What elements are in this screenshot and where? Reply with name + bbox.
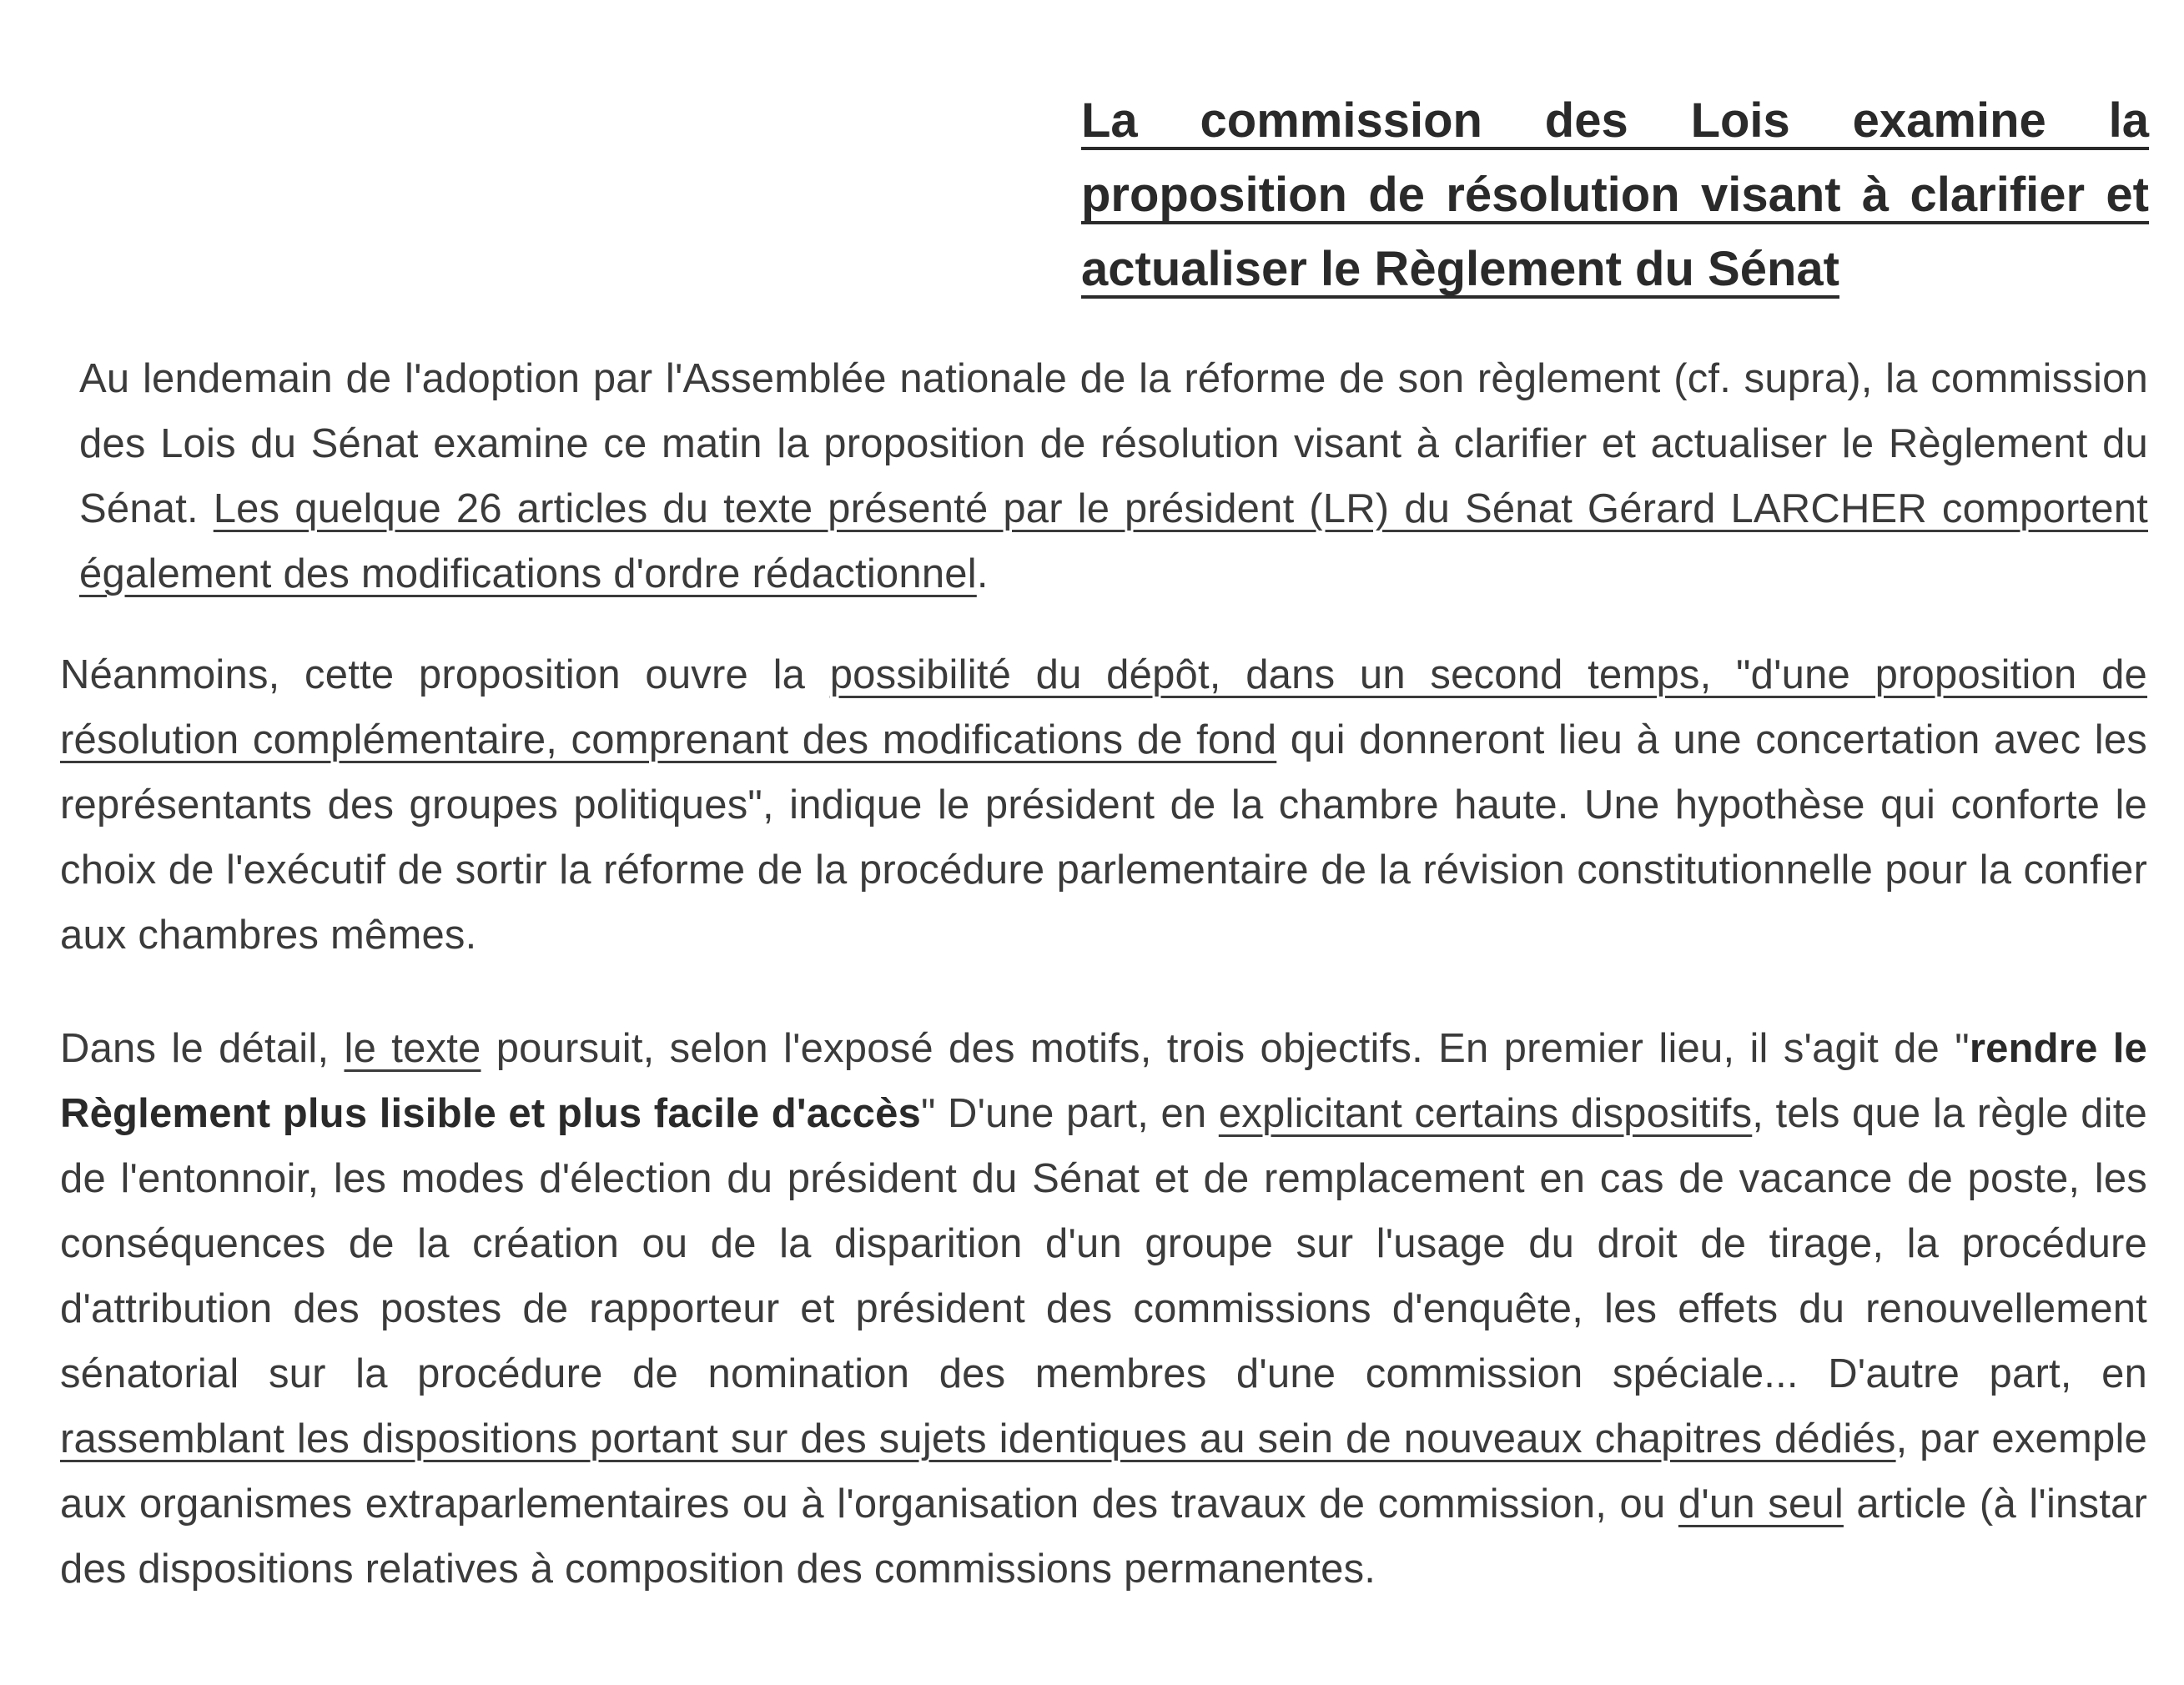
paragraph-3-part-2: poursuit, selon l'exposé des motifs, trois objectifs. En premier lieu, il s'agit de " [481, 1026, 1970, 1071]
paragraph-2-underlined: possibilité du dépôt, dans un second temps, "d'une proposition de résolution complémentaire, comprenant des modifications de fond [60, 652, 2147, 762]
paragraph-1-intro: Au lendemain de l'adoption par l'Assemblée nationale de la réforme de son règlement (cf. supra), la commission des Lois du Sénat examine ce matin la proposition de résolution visant à clarifier et actualiser le Règlement du Sénat. [79, 356, 2148, 531]
paragraph-1-end: . [976, 551, 989, 596]
paragraph-3-underlined-1: le texte [344, 1026, 481, 1071]
paragraph-3-bold-quote: rendre le Règlement plus lisible et plus facile d'accès [60, 1026, 2147, 1136]
article-title [1081, 83, 2149, 306]
paragraph-3-part-3: " D'une part, en [921, 1091, 1219, 1136]
paragraph-3-start: Dans le détail, [60, 1026, 345, 1071]
paragraph-2-rest: qui donneront lieu à une concertation avec les représentants des groupes politiques", indique le président de la chambre haute. Une hypothèse qui conforte le choix de l'exécutif de sortir la réforme de la procédure parlementaire de la révision constitutionnelle pour la confier aux chambres mêmes. [60, 717, 2147, 958]
article-title-text: La commission des Lois examine la proposition de résolution visant à clarifier et actualiser le Règlement du Sénat [1081, 93, 2149, 296]
paragraph-3-part-6: article (à l'instar des dispositions relatives à composition des commissions permanentes. [60, 1481, 2147, 1592]
paragraph-1-underlined: Les quelque 26 articles du texte présenté par le président (LR) du Sénat Gérard LARCHER comportent également des modifications d'ordre rédactionnel [79, 486, 2148, 596]
paragraph-3-underlined-4: d'un seul [1678, 1481, 1844, 1527]
paragraph-3 [60, 1016, 2147, 1602]
paragraph-3-part-4: , tels que la règle dite de l'entonnoir, les modes d'élection du président du Sénat et de remplacement en cas de vacance de poste, les conséquences de la création ou de la disparition d'un groupe sur l'usage du droit de tirage, la procédure d'attribution des postes de rapporteur et président des commissions d'enquête, les effets du renouvellement sénatorial sur la procédure de nomination des membres d'une commission spéciale... D'autre part, en [60, 1091, 2147, 1396]
paragraph-2-start: Néanmoins, cette proposition ouvre la [60, 652, 830, 697]
paragraph-1 [79, 346, 2148, 606]
paragraph-3-underlined-3: rassemblant les dispositions portant sur des sujets identiques au sein de nouveaux chapitres dédiés [60, 1416, 1896, 1461]
paragraph-3-underlined-2: explicitant certains dispositifs [1218, 1091, 1753, 1136]
paragraph-2 [60, 642, 2147, 968]
paragraph-3-part-5: , par exemple aux organismes extraparlementaires ou à l'organisation des travaux de commission, ou [60, 1416, 2147, 1527]
